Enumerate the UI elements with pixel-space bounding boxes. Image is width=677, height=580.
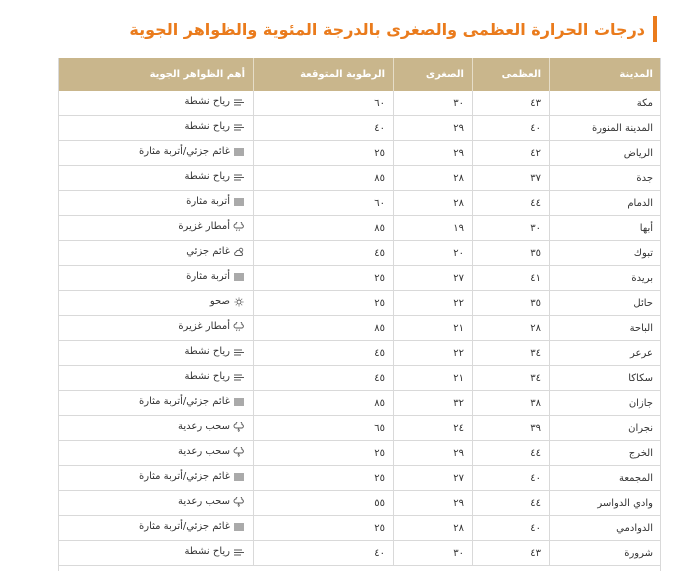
max-temp-cell: ٤٣ [473,91,550,116]
wind-icon [233,122,245,132]
phenomenon-label: رياح نشطة [184,171,230,183]
table-row [58,491,661,516]
city-cell: الخرج [550,441,662,466]
table-row [58,391,661,416]
humidity-cell: ٨٥ [254,166,394,191]
phenomenon-label: سحب رعدية [177,446,230,458]
phenomenon-cell [58,141,254,166]
phenomenon [186,196,245,207]
rain-icon [233,322,245,332]
phenomenon-label: غائم جزئي/أتربة مثارة [139,471,230,483]
table-row [58,266,661,291]
min-temp-cell: ٢٧ [394,266,473,291]
city-cell: الدوادمي [550,516,662,541]
dust-icon [233,272,245,282]
sun-icon [233,297,245,307]
city-cell: الباحة [550,316,662,341]
phenomenon-label: رياح نشطة [184,546,230,558]
phenomenon-label: غائم جزئي [186,246,230,258]
header-max: العظمى [473,58,550,91]
max-temp-cell: ٣٧ [473,166,550,191]
phenomenon [139,396,245,407]
phenomenon-label: رياح نشطة [184,371,230,383]
table-row [58,191,661,216]
phenomenon-cell [58,516,254,541]
table-row [58,91,661,116]
dust-icon [233,147,245,157]
table-row [58,216,661,241]
table-row [58,341,661,366]
table-row [58,141,661,166]
phenomenon [178,446,245,457]
wind-icon [233,372,245,382]
phenomenon [184,346,245,357]
phenomenon-cell [58,291,254,316]
humidity-cell: ٤٠ [254,541,394,566]
min-temp-cell: ٢١ [394,316,473,341]
min-temp-cell: ٢٠ [394,241,473,266]
phenomenon-cell [58,316,254,341]
header-humidity: الرطوبة المتوقعة [254,58,394,91]
phenomenon [178,421,245,432]
min-temp-cell: ٢١ [394,366,473,391]
phenomenon-label: رياح نشطة [184,96,230,108]
phenomenon-label: رياح نشطة [184,121,230,133]
header-city: المدينة [550,58,662,91]
city-cell: مكة [550,91,662,116]
min-temp-cell: ٢٨ [394,166,473,191]
city-cell: شرورة [550,541,662,566]
phenomenon [184,546,245,557]
city-cell: جازان [550,391,662,416]
wind-icon [233,347,245,357]
dust-icon [233,472,245,482]
phenomenon-cell [58,241,254,266]
thunder-icon [233,422,245,432]
phenomenon-label: أتربة مثارة [186,271,230,283]
phenomenon-cell [58,366,254,391]
phenomenon [184,96,245,107]
phenomenon-cell [58,341,254,366]
min-temp-cell: ٢٢ [394,341,473,366]
phenomenon [184,121,245,132]
phenomenon-label: رياح نشطة [184,346,230,358]
table-row [58,466,661,491]
dust-icon [233,397,245,407]
max-temp-cell: ٤٤ [473,191,550,216]
humidity-cell: ٨٥ [254,316,394,341]
phenomenon-label: سحب رعدية [177,496,230,508]
table-row [58,416,661,441]
min-temp-cell: ٢٩ [394,141,473,166]
humidity-cell: ٦٠ [254,91,394,116]
phenomenon-label: أمطار غزيرة [178,221,230,233]
table-row [58,116,661,141]
humidity-cell: ٢٥ [254,266,394,291]
phenomenon-label: غائم جزئي/أتربة مثارة [139,521,230,533]
max-temp-cell: ٤٣ [473,541,550,566]
table-header-row [58,58,661,91]
thunder-icon [233,497,245,507]
dust-icon [233,522,245,532]
title-accent-bar [653,16,657,42]
phenomenon [184,371,245,382]
wind-icon [233,172,245,182]
max-temp-cell: ٣٩ [473,416,550,441]
humidity-cell: ٤٥ [254,341,394,366]
min-temp-cell: ٣٠ [394,91,473,116]
max-temp-cell: ٤٢ [473,141,550,166]
weather-table [58,58,661,566]
min-temp-cell: ٢٩ [394,116,473,141]
phenomenon-label: غائم جزئي/أتربة مثارة [139,146,230,158]
page-title: درجات الحرارة العظمى والصغرى بالدرجة المئوية والظواهر الجوية [129,19,645,39]
phenomenon-cell [58,416,254,441]
phenomenon-label: غائم جزئي/أتربة مثارة [139,396,230,408]
humidity-cell: ٢٥ [254,291,394,316]
phenomenon [178,496,245,507]
phenomenon [139,146,245,157]
phenomenon-label: أتربة مثارة [186,196,230,208]
wind-icon [233,547,245,557]
table-row [58,516,661,541]
table-row [58,166,661,191]
city-cell: جدة [550,166,662,191]
max-temp-cell: ٣٤ [473,366,550,391]
humidity-cell: ٥٥ [254,491,394,516]
table-row [58,291,661,316]
table-row [58,241,661,266]
humidity-cell: ٢٥ [254,516,394,541]
phenomenon [210,296,245,307]
min-temp-cell: ١٩ [394,216,473,241]
city-cell: عرعر [550,341,662,366]
city-cell: الرياض [550,141,662,166]
phenomenon-cell [58,191,254,216]
thunder-icon [233,447,245,457]
max-temp-cell: ٣٠ [473,216,550,241]
min-temp-cell: ٢٨ [394,191,473,216]
wind-icon [233,97,245,107]
phenomenon-cell [58,266,254,291]
page-title-block [129,16,657,42]
humidity-cell: ٨٥ [254,391,394,416]
max-temp-cell: ٣٨ [473,391,550,416]
dust-icon [233,197,245,207]
phenomenon-cell [58,441,254,466]
city-cell: المجمعة [550,466,662,491]
header-phenomena: أهم الظواهر الجوية [58,58,254,91]
min-temp-cell: ٢٢ [394,291,473,316]
phenomenon-cell [58,541,254,566]
min-temp-cell: ٣٢ [394,391,473,416]
humidity-cell: ٤٥ [254,241,394,266]
phenomenon-cell [58,116,254,141]
partly-cloudy-icon [233,247,245,257]
city-cell: حائل [550,291,662,316]
phenomenon-cell [58,391,254,416]
table-row [58,316,661,341]
max-temp-cell: ٣٥ [473,291,550,316]
phenomenon-cell [58,466,254,491]
city-cell: سكاكا [550,366,662,391]
city-cell: تبوك [550,241,662,266]
header-min: الصغرى [394,58,473,91]
min-temp-cell: ٢٩ [394,441,473,466]
city-cell: نجران [550,416,662,441]
city-cell: وادي الدواسر [550,491,662,516]
humidity-cell: ٢٥ [254,466,394,491]
humidity-cell: ٦٥ [254,416,394,441]
min-temp-cell: ٢٩ [394,491,473,516]
min-temp-cell: ٢٧ [394,466,473,491]
phenomenon [186,246,245,257]
rain-icon [233,222,245,232]
city-cell: بريدة [550,266,662,291]
phenomenon [139,471,245,482]
max-temp-cell: ٣٥ [473,241,550,266]
table-row [58,366,661,391]
humidity-cell: ٦٠ [254,191,394,216]
phenomenon-label: سحب رعدية [177,421,230,433]
phenomenon [186,271,245,282]
min-temp-cell: ٣٠ [394,541,473,566]
phenomenon-label: أمطار غزيرة [178,321,230,333]
city-cell: المدينة المنورة [550,116,662,141]
max-temp-cell: ٣٤ [473,341,550,366]
city-cell: أبها [550,216,662,241]
humidity-cell: ٤٥ [254,366,394,391]
phenomenon-cell [58,91,254,116]
phenomenon-cell [58,166,254,191]
phenomenon [139,521,245,532]
min-temp-cell: ٢٤ [394,416,473,441]
humidity-cell: ٢٥ [254,441,394,466]
phenomenon-label: صحو [209,296,230,308]
max-temp-cell: ٤٤ [473,441,550,466]
table-row [58,541,661,566]
max-temp-cell: ٤٠ [473,466,550,491]
humidity-cell: ٤٠ [254,116,394,141]
humidity-cell: ٨٥ [254,216,394,241]
phenomenon-cell [58,491,254,516]
city-cell: الدمام [550,191,662,216]
table-body [58,91,661,566]
phenomenon [178,221,245,232]
humidity-cell: ٢٥ [254,141,394,166]
max-temp-cell: ٤٤ [473,491,550,516]
min-temp-cell: ٢٨ [394,516,473,541]
phenomenon [178,321,245,332]
phenomenon [184,171,245,182]
max-temp-cell: ٤١ [473,266,550,291]
max-temp-cell: ٢٨ [473,316,550,341]
max-temp-cell: ٤٠ [473,516,550,541]
max-temp-cell: ٤٠ [473,116,550,141]
phenomenon-cell [58,216,254,241]
table-row [58,441,661,466]
